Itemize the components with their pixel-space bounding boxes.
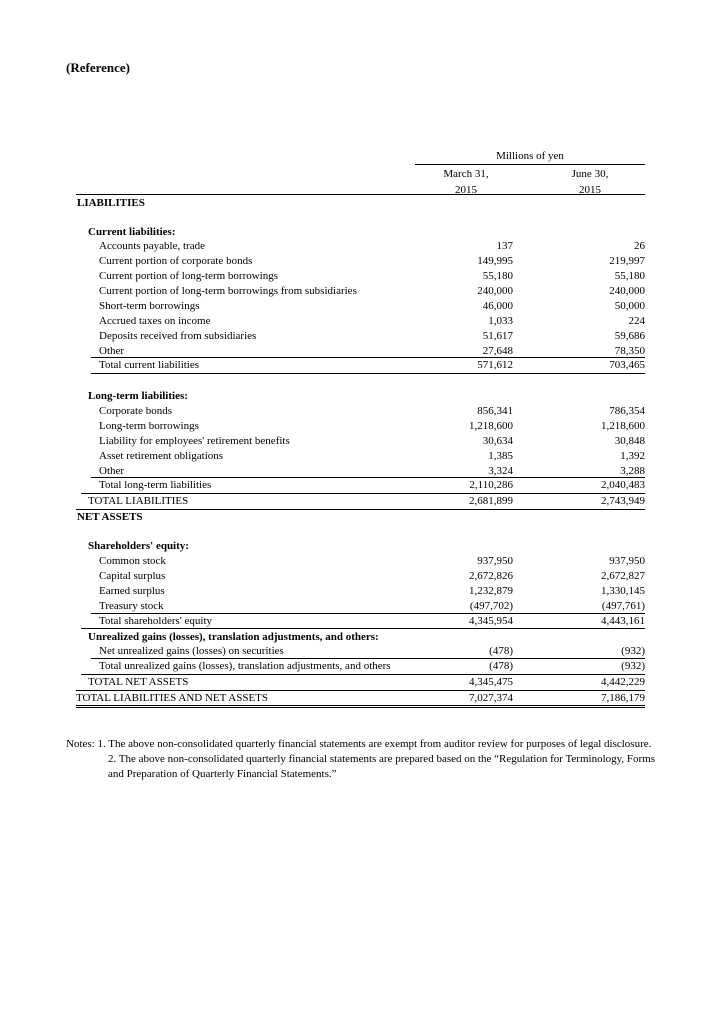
current-liability-row <box>76 239 645 254</box>
group-heading-equity <box>76 539 645 554</box>
longterm-liability-row-label: Asset retirement obligations <box>99 450 224 462</box>
current-liability-row-label: Other <box>99 345 125 357</box>
unrealized-row <box>76 644 645 659</box>
total-liabilities-and-net-assets-row-june-value: 7,186,179 <box>601 692 645 704</box>
current-liability-row-label: Current portion of long-term borrowings from subsidiaries <box>99 285 357 297</box>
longterm-liability-row <box>76 449 645 464</box>
section-heading-net-assets <box>76 510 645 525</box>
group-heading-equity-label: Shareholders' equity: <box>88 540 189 552</box>
section-heading-liabilities-label: LIABILITIES <box>77 197 145 209</box>
equity-row <box>76 599 645 614</box>
current-liability-row-june-value: 50,000 <box>614 300 645 312</box>
group-heading-longterm-label: Long-term liabilities: <box>88 390 188 402</box>
total-current-liabilities-row <box>76 358 645 373</box>
current-liability-row-june-value: 78,350 <box>614 345 645 357</box>
longterm-liability-row <box>76 434 645 449</box>
group-heading-unrealized <box>76 630 645 645</box>
longterm-liability-row-march-value: 3,324 <box>488 465 513 477</box>
total-liabilities-and-net-assets-row-label: TOTAL LIABILITIES AND NET ASSETS <box>76 692 269 704</box>
total-current-liabilities-row-march-value: 571,612 <box>477 359 513 371</box>
longterm-liability-row-june-value: 30,848 <box>614 435 645 447</box>
current-liability-row <box>76 269 645 284</box>
equity-row-march-value: 1,232,879 <box>469 585 513 597</box>
group-heading-current <box>76 225 645 240</box>
current-liability-row-label: Accounts payable, trade <box>99 240 205 252</box>
equity-row <box>76 569 645 584</box>
current-liability-row-march-value: 137 <box>496 240 513 252</box>
unit-header-rule <box>415 164 645 165</box>
longterm-liability-row-march-value: 1,385 <box>488 450 513 462</box>
current-liability-row-march-value: 27,648 <box>482 345 513 357</box>
unit-header: Millions of yen <box>496 150 564 162</box>
longterm-liability-row-label: Liability for employees' retirement benefits <box>99 435 290 447</box>
equity-row-label: Treasury stock <box>99 600 164 612</box>
note-1: Notes: 1. The above non-consolidated quarterly financial statements are exempt from auditor review for purposes of legal disclosure. <box>66 738 652 750</box>
equity-row-march-value: (497,702) <box>469 600 513 612</box>
unrealized-row-label: Net unrealized gains (losses) on securities <box>99 645 284 657</box>
equity-row-label: Common stock <box>99 555 166 567</box>
total-liabilities-row <box>76 494 645 509</box>
group-heading-longterm <box>76 389 645 404</box>
current-liability-row <box>76 329 645 344</box>
equity-row-june-value: 1,330,145 <box>601 585 645 597</box>
column-header-june-line1: June 30, <box>571 168 609 180</box>
total-unrealized-row-label: Total unrealized gains (losses), translation adjustments, and others <box>99 660 391 672</box>
total-unrealized-row-march-value: (478) <box>489 660 513 672</box>
total-net-assets-row-label: TOTAL NET ASSETS <box>88 676 189 688</box>
longterm-liability-row-june-value: 1,218,600 <box>601 420 645 432</box>
current-liability-row-march-value: 46,000 <box>482 300 513 312</box>
total-unrealized-row <box>76 659 645 674</box>
current-liability-row-label: Current portion of corporate bonds <box>99 255 253 267</box>
total-liabilities-row-label: TOTAL LIABILITIES <box>88 495 189 507</box>
equity-row <box>76 584 645 599</box>
current-liability-row-label: Current portion of long-term borrowings <box>99 270 279 282</box>
equity-row-label: Capital surplus <box>99 570 166 582</box>
total-liabilities-row-march-value: 2,681,899 <box>469 495 513 507</box>
current-liability-row-march-value: 240,000 <box>477 285 513 297</box>
unrealized-row-june-value: (932) <box>621 645 645 657</box>
current-liability-row-label: Accrued taxes on income <box>99 315 211 327</box>
current-liability-row <box>76 299 645 314</box>
current-liability-row <box>76 284 645 299</box>
longterm-liability-row-label: Corporate bonds <box>99 405 173 417</box>
total-shareholders-equity-row-june-value: 4,443,161 <box>601 615 645 627</box>
current-liability-row-march-value: 55,180 <box>482 270 513 282</box>
longterm-liability-row-march-value: 856,341 <box>477 405 513 417</box>
equity-row-june-value: 937,950 <box>609 555 645 567</box>
longterm-liability-row-june-value: 3,288 <box>620 465 645 477</box>
longterm-liability-row-march-value: 30,634 <box>482 435 513 447</box>
notes <box>66 737 666 782</box>
longterm-liability-row-label: Other <box>99 465 125 477</box>
longterm-liability-row <box>76 419 645 434</box>
column-header-june-line2: 2015 <box>579 184 601 196</box>
current-liability-row <box>76 314 645 329</box>
group-heading-unrealized-label: Unrealized gains (losses), translation adjustments, and others: <box>88 631 379 643</box>
total-longterm-liabilities-row-label: Total long-term liabilities <box>99 479 212 491</box>
total-current-liabilities-row-june-value: 703,465 <box>609 359 645 371</box>
total-longterm-liabilities-row-march-value: 2,110,286 <box>469 479 513 491</box>
longterm-liability-row-march-value: 1,218,600 <box>469 420 513 432</box>
total-current-liabilities-row-label: Total current liabilities <box>99 359 200 371</box>
reference-title: (Reference) <box>66 60 130 75</box>
longterm-liability-row-june-value: 786,354 <box>609 405 645 417</box>
total-shareholders-equity-row-march-value: 4,345,954 <box>469 615 513 627</box>
column-header-march-line2: 2015 <box>455 184 477 196</box>
total-net-assets-row-march-value: 4,345,475 <box>469 676 513 688</box>
current-liability-row-june-value: 219,997 <box>609 255 645 267</box>
current-liability-row <box>76 254 645 269</box>
total-net-assets-row-june-value: 4,442,229 <box>601 676 645 688</box>
total-liabilities-and-net-assets-row-march-value: 7,027,374 <box>469 692 513 704</box>
current-liability-row-june-value: 224 <box>628 315 645 327</box>
equity-row-march-value: 2,672,826 <box>469 570 513 582</box>
total-shareholders-equity-row <box>76 614 645 629</box>
current-liability-row-march-value: 51,617 <box>482 330 513 342</box>
total-longterm-liabilities-row <box>76 478 645 493</box>
group-heading-current-label: Current liabilities: <box>88 226 176 238</box>
note-2-continued: and Preparation of Quarterly Financial Statements.” <box>108 768 337 780</box>
current-liability-row-june-value: 59,686 <box>614 330 645 342</box>
current-liability-row-label: Short-term borrowings <box>99 300 200 312</box>
equity-row <box>76 554 645 569</box>
longterm-liability-row <box>76 404 645 419</box>
grand-total-rule <box>76 705 645 708</box>
equity-total-rule <box>81 628 645 629</box>
current-liability-row-label: Deposits received from subsidiaries <box>99 330 257 342</box>
current-liability-row-march-value: 1,033 <box>488 315 513 327</box>
total-liabilities-row-june-value: 2,743,949 <box>601 495 645 507</box>
equity-row-label: Earned surplus <box>99 585 165 597</box>
equity-row-june-value: (497,761) <box>601 600 645 612</box>
equity-row-june-value: 2,672,827 <box>601 570 645 582</box>
current-liability-row-june-value: 240,000 <box>609 285 645 297</box>
section-heading-liabilities <box>76 196 645 211</box>
total-shareholders-equity-row-label: Total shareholders' equity <box>99 615 213 627</box>
current-liability-row-june-value: 55,180 <box>614 270 645 282</box>
unrealized-row-march-value: (478) <box>489 645 513 657</box>
column-header-march-line1: March 31, <box>443 168 489 180</box>
section-heading-net-assets-label: NET ASSETS <box>77 511 143 523</box>
total-longterm-liabilities-row-june-value: 2,040,483 <box>601 479 645 491</box>
note-2: 2. The above non-consolidated quarterly financial statements are prepared based on the “Regulation for Terminology, Forms <box>108 753 656 765</box>
total-net-assets-row <box>76 675 645 690</box>
total-liabilities-and-net-assets-row <box>76 691 645 706</box>
current-liability-row-june-value: 26 <box>634 240 645 252</box>
longterm-liability-row-june-value: 1,392 <box>620 450 645 462</box>
header-rule <box>76 194 645 195</box>
longterm-liability-row-label: Long-term borrowings <box>99 420 199 432</box>
current-total-rule <box>91 373 645 374</box>
equity-row-march-value: 937,950 <box>477 555 513 567</box>
total-unrealized-row-june-value: (932) <box>621 660 645 672</box>
current-liability-row-march-value: 149,995 <box>477 255 513 267</box>
